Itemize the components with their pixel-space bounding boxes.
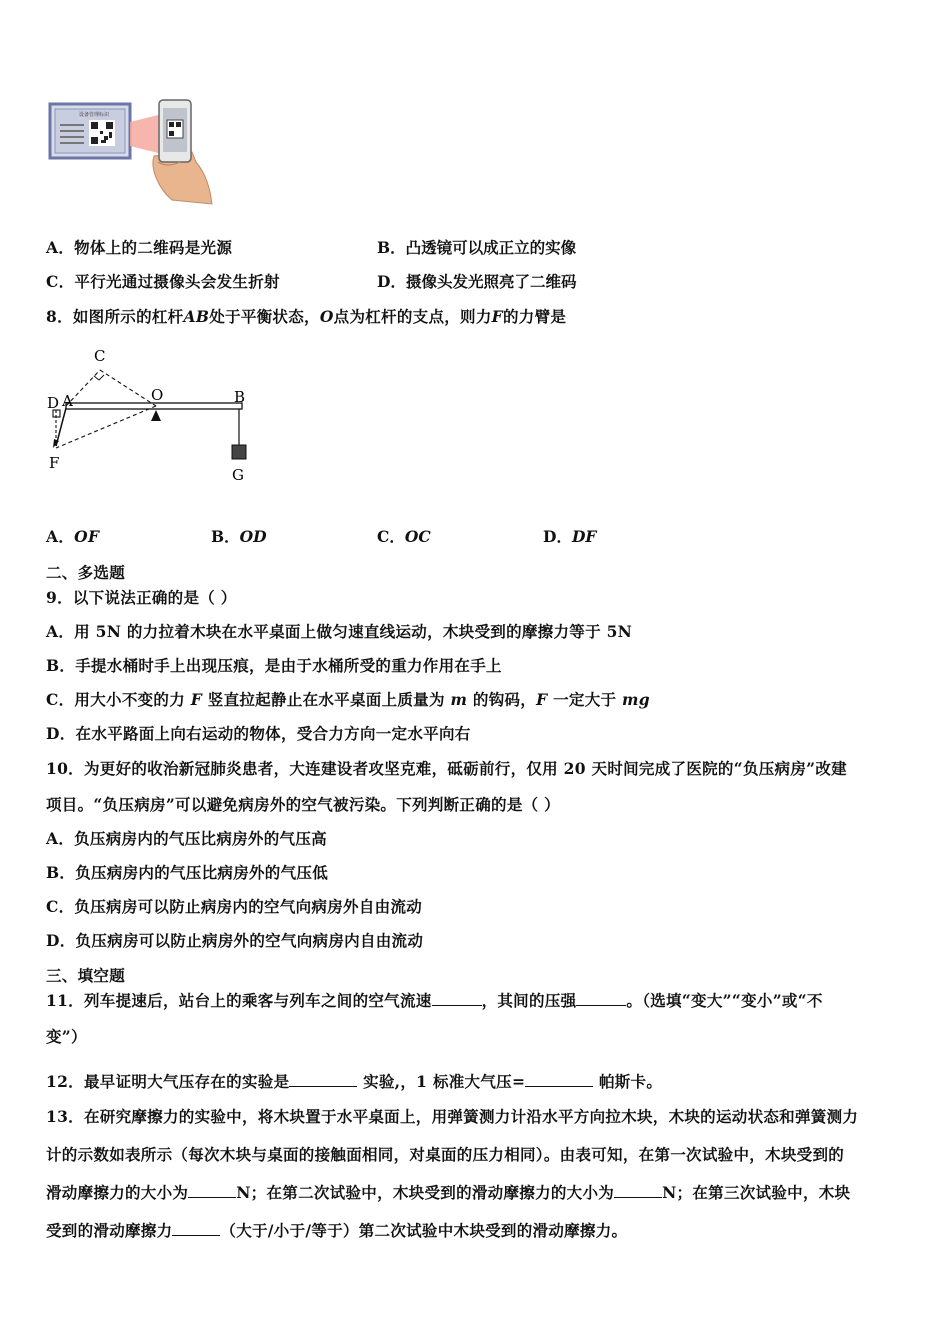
q12-blank-2[interactable] <box>525 1072 593 1087</box>
label-o: O <box>151 386 164 404</box>
lever-diagram <box>44 342 259 487</box>
q9-stem: 9．以下说法正确的是（ ） <box>46 588 237 607</box>
q10-stem-line1: 10．为更好的收治新冠肺炎患者，大连建设者攻坚克难，砥砺前行，仅用 20 天时间完成了医院的“负压病房”改建 <box>46 759 847 778</box>
q10-option-b: B．负压病房内的气压比病房外的气压低 <box>46 863 329 882</box>
q12-line: 12．最早证明大气压存在的实验是 实验,，1 标准大气压= 帕斯卡。 <box>46 1072 663 1091</box>
label-b: B <box>234 388 246 406</box>
q7-option-a: A．物体上的二维码是光源 <box>46 238 233 257</box>
label-d: D <box>47 394 60 412</box>
q9-option-d: D．在水平路面上向右运动的物体，受合力方向一定水平向右 <box>46 724 471 743</box>
q7-option-b: B．凸透镜可以成正立的实像 <box>377 238 577 257</box>
q8-option-d: D．DF <box>543 527 597 546</box>
q11-blank-1[interactable] <box>432 991 482 1006</box>
q8-stem: 8．如图所示的杠杆AB处于平衡状态，O点为杠杆的支点，则力F的力臂是 <box>46 307 567 326</box>
q13-blank-2[interactable] <box>614 1183 662 1198</box>
section-title-multiple-choice: 二、多选题 <box>46 563 126 582</box>
weight-g <box>232 445 246 459</box>
label-g: G <box>232 466 244 484</box>
q10-option-d: D．负压病房可以防止病房外的空气向病房内自由流动 <box>46 931 424 950</box>
q12-blank-1[interactable] <box>289 1072 357 1087</box>
q13-line1: 13．在研究摩擦力的实验中，将木块置于水平桌面上，用弹簧测力计沿水平方向拉木块，木块的运动状态和弹簧测力 <box>46 1107 859 1126</box>
q8-option-b: B．OD <box>211 527 267 546</box>
label-c: C <box>94 347 106 365</box>
section-title-fill-in: 三、填空题 <box>46 966 126 985</box>
q8-option-a: A．OF <box>46 527 100 546</box>
q8-option-c: C．OC <box>377 527 431 546</box>
q13-blank-3[interactable] <box>172 1221 220 1236</box>
q11-blank-2[interactable] <box>576 991 626 1006</box>
q10-stem-line2: 项目。“负压病房”可以避免病房外的空气被污染。下列判断正确的是（ ） <box>46 795 560 814</box>
label-a: A <box>62 392 73 410</box>
line-o-f <box>56 406 156 448</box>
q13-blank-1[interactable] <box>188 1183 236 1198</box>
q10-option-a: A．负压病房内的气压比病房外的气压高 <box>46 829 327 848</box>
q13-line3: 滑动摩擦力的大小为 N；在第二次试验中，木块受到的滑动摩擦力的大小为 N；在第三次试验中，木块 <box>46 1183 851 1202</box>
q13-line4: 受到的滑动摩擦力 （大于/小于/等于）第二次试验中木块受到的滑动摩擦力。 <box>46 1221 628 1240</box>
scan-beam <box>130 114 162 154</box>
q13-line2: 计的示数如表所示（每次木块与桌面的接触面相同，对桌面的压力相同）。由表可知，在第一次试验中，木块受到的 <box>46 1145 845 1164</box>
line-c-o <box>100 370 156 406</box>
q9-option-b: B．手提水桶时手上出现压痕，是由于水桶所受的重力作用在手上 <box>46 656 502 675</box>
q11-line1: 11．列车提速后，站台上的乘客与列车之间的空气流速 ，其间的压强 。（选填“变大”“变小”或“不 <box>46 991 823 1010</box>
qr-scan-illustration <box>46 96 221 208</box>
qr-sticker-title: 设备管理标识 <box>79 112 110 118</box>
qr-code-icon <box>89 120 115 146</box>
q10-option-c: C．负压病房可以防止病房内的空气向病房外自由流动 <box>46 897 423 916</box>
q7-option-d: D．摄像头发光照亮了二维码 <box>377 272 577 291</box>
q9-option-c: C．用大小不变的力 F 竖直拉起静止在水平桌面上质量为 m 的钩码，F 一定大于 mg <box>46 690 650 709</box>
q11-line2: 变”） <box>46 1027 87 1046</box>
fulcrum-o <box>151 410 161 421</box>
q9-option-a: A．用 5N 的力拉着木块在水平桌面上做匀速直线运动，木块受到的摩擦力等于 5N <box>46 622 633 641</box>
q7-option-c: C．平行光通过摄像头会发生折射 <box>46 272 280 291</box>
label-f: F <box>49 454 60 472</box>
phone-icon <box>159 100 191 162</box>
